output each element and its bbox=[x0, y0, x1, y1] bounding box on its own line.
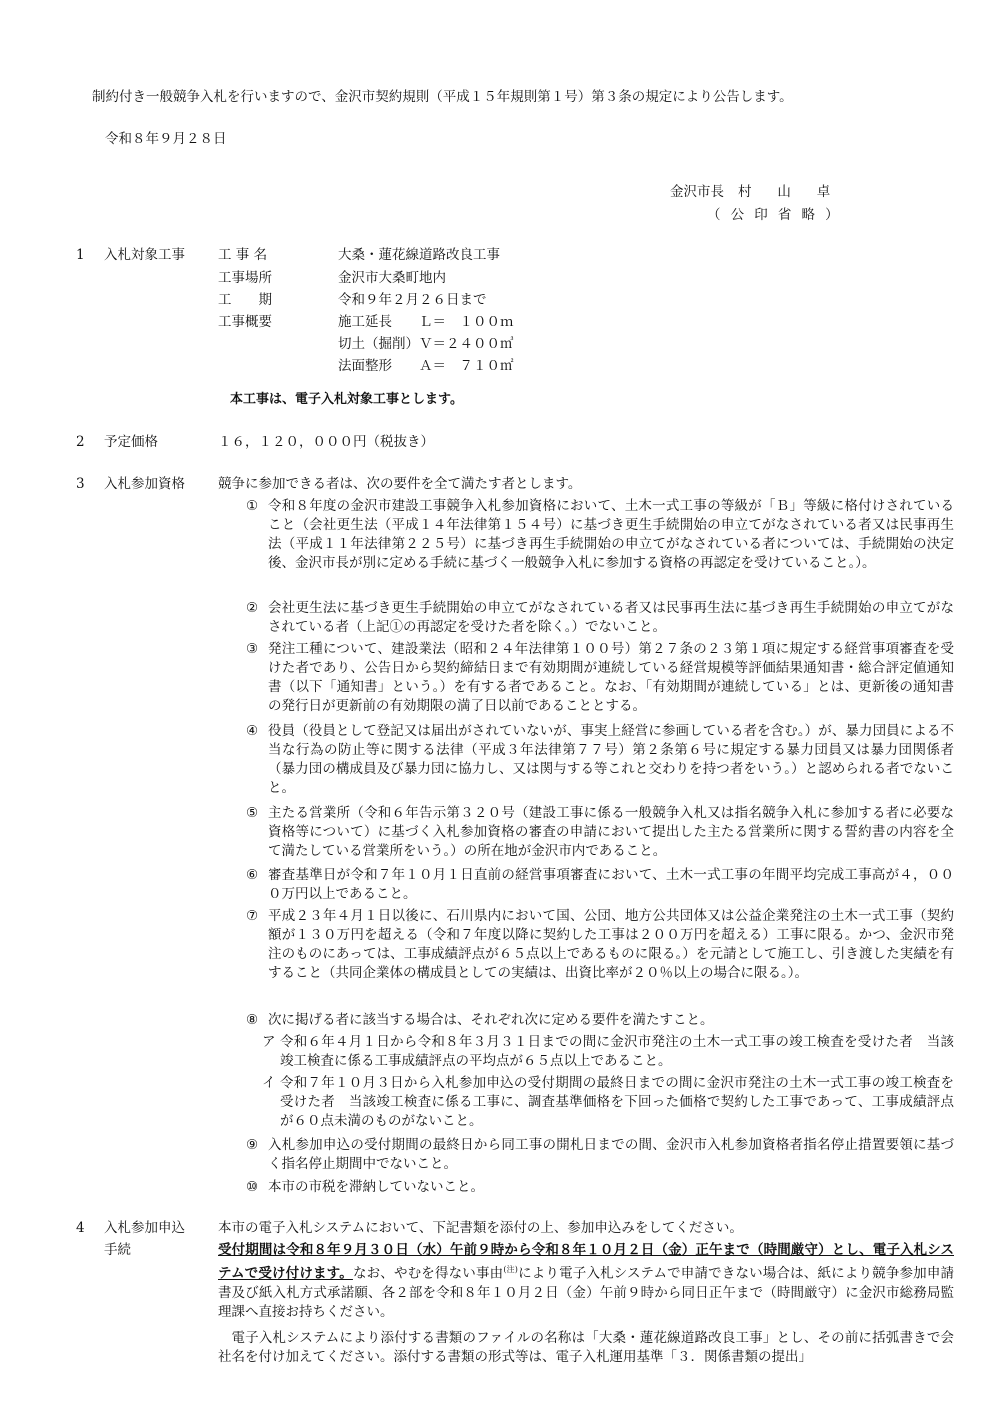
item-marker: ① bbox=[246, 498, 259, 514]
section2-number: 2 bbox=[76, 434, 85, 450]
file-naming-paragraph: 電子入札システムにより添付する書類のファイルの名称は「大桑・蓮花線道路改良工事」とし、その前に括弧書きで会社名を付け加えてください。添付する書類の形式等は、電子入札運用基準「３．関係書類の提出」 bbox=[218, 1330, 954, 1365]
qualification-item bbox=[246, 722, 954, 798]
item-marker: ④ bbox=[246, 723, 259, 739]
section1-number: 1 bbox=[76, 247, 85, 263]
field-label-name: 工 事 名 bbox=[218, 247, 268, 263]
field-value-name: 大桑・蓮花線道路改良工事 bbox=[338, 247, 500, 263]
summary-line-cut: 切土（掘削）Ｖ＝２４００㎥ bbox=[338, 336, 514, 352]
item-marker: ⑨ bbox=[246, 1137, 259, 1153]
section3-lead: 競争に参加できる者は、次の要件を全て満たす者とします。 bbox=[218, 476, 582, 492]
qualification-item bbox=[246, 640, 954, 716]
item-text: 平成２３年４月１日以後に、石川県内において国、公団、地方公共団体又は公益企業発注の土木一式工事（契約額が１３０万円を超える（令和７年度以降に契約した工事は２００万円を超える）工事に限る。かつ、金沢市発注のものにあっては、工事成績評点が６５点以上であるものに限る。）を元請として施工し、引き渡した実績を有すること（共同企業体の構成員としての実績は、出資比率が２０％以上の場合に限る。）。 bbox=[268, 908, 954, 981]
item-marker: ⑧ bbox=[246, 1012, 259, 1028]
application-period-paragraph bbox=[218, 1241, 954, 1322]
section4-label-cont: 手続 bbox=[104, 1242, 131, 1258]
signatory bbox=[670, 183, 841, 202]
qualification-item bbox=[246, 804, 954, 861]
qualification-item bbox=[246, 866, 954, 904]
item-text: 本市の市税を滞納していないこと。 bbox=[268, 1179, 484, 1195]
signatory-title: 金沢市長 bbox=[670, 184, 724, 200]
field-label-period: 工 期 bbox=[218, 292, 272, 308]
item-text: 審査基準日が令和７年１０月１日直前の経営事項審査において、土木一式工事の年間平均完成工事高が４，０００万円以上であること。 bbox=[268, 867, 954, 902]
section4-number: 4 bbox=[76, 1220, 85, 1236]
section3-label: 入札参加資格 bbox=[104, 476, 185, 492]
field-label-summary: 工事概要 bbox=[218, 314, 272, 330]
intro-text: 制約付き一般競争入札を行いますので、金沢市契約規則（平成１５年規則第１号）第３条の規定により公告します。 bbox=[92, 89, 793, 105]
qualification-item bbox=[246, 907, 954, 983]
subitem-text: 令和６年４月１日から令和８年３月３１日までの間に金沢市発注の土木一式工事の竣工検査を受けた者 当該竣工検査に係る工事成績評点の平均点が６５点以上であること。 bbox=[280, 1034, 954, 1069]
item-text: 主たる営業所（令和６年告示第３２０号（建設工事に係る一般競争入札又は指名競争入札に参加する者に必要な資格等について）に基づく入札参加資格の審査の申請において提出した主たる営業所に関する誓約書の内容を全て満たしている営業所をいう。）の所在地が金沢市内であること。 bbox=[268, 805, 954, 859]
item-text: 発注工種について、建設業法（昭和２４年法律第１００号）第２７条の２３第１項に規定する経営事項審査を受けた者であり、公告日から契約締結日まで有効期間が連続している経営規模等評価結果通知書・総合評定値通知書（以下「通知書」という。）を有する者であること。なお、「有効期間が連続している」とは、更新後の通知書の発行日が更新前の有効期限の満了日以前であることとする。 bbox=[268, 641, 954, 714]
field-value-period: 令和９年２月２６日まで bbox=[338, 292, 487, 308]
item-text: 令和８年度の金沢市建設工事競争入札参加資格において、土木一式工事の等級が「Ｂ」等級に格付けされていること（会社更生法（平成１４年法律第１５４号）に基づき更生手続開始の申立てがなされている者又は民事再生法（平成１１年法律第２２５号）に基づき再生手続開始の申立てがなされている者については、手続開始の決定後、金沢市長が別に定める手続に基づく一般競争入札に参加する資格の再認定を受けていること。）。 bbox=[268, 498, 954, 571]
section4-label: 入札参加申込 bbox=[104, 1220, 185, 1236]
item-text: 会社更生法に基づき更生手続開始の申立てがなされている者又は民事再生法に基づき再生手続開始の申立てがなされている者（上記①の再認定を受けた者を除く。）でないこと。 bbox=[268, 600, 954, 635]
signatory-name: 村 山 卓 bbox=[738, 184, 842, 200]
subitem-text: 令和７年１０月３日から入札参加申込の受付期間の最終日までの間に金沢市発注の土木一式工事の竣工検査を受けた者 当該竣工検査に係る工事に、調査基準価格を下回った価格で契約した工事であって、工事成績評点が６０点未満のものがないこと。 bbox=[280, 1075, 954, 1129]
section3-number: 3 bbox=[76, 476, 85, 492]
item-marker: ⑤ bbox=[246, 805, 259, 821]
item-marker: ② bbox=[246, 600, 259, 616]
item-marker: ③ bbox=[246, 641, 259, 657]
field-value-location: 金沢市大桑町地内 bbox=[338, 270, 446, 286]
item-marker: ⑦ bbox=[246, 908, 259, 924]
qualification-item bbox=[246, 1178, 954, 1197]
field-label-location: 工事場所 bbox=[218, 270, 272, 286]
qualification-subitem bbox=[262, 1074, 954, 1131]
item-marker: ⑩ bbox=[246, 1179, 259, 1195]
qualification-item bbox=[246, 1136, 954, 1174]
subitem-marker: イ bbox=[262, 1075, 276, 1091]
paper-exception-text-cont: により電子入札システムで申請できない場合は、紙により競争参加申請書及び紙入札方式承諾願、各２部を令和８年１０月２日（金）午前９時から同日正午まで（時間厳守）に金沢市総務局監理課へ直接お持ちください。 bbox=[218, 1265, 955, 1320]
qualification-item bbox=[246, 599, 954, 637]
qualification-subitem bbox=[262, 1033, 954, 1071]
item-marker: ⑥ bbox=[246, 867, 259, 883]
estimated-price: １６，１２０，０００円（税抜き） bbox=[218, 434, 434, 450]
application-period: 受付期間は令和８年９月３０日（水）午前９時から令和８年１０月２日（金）正午まで（時間厳守）とし、電子入札システムで受け付けます。 bbox=[218, 1242, 954, 1282]
item-text: 役員（役員として登記又は届出がされていないが、事実上経営に参画している者を含む。）が、暴力団員による不当な行為の防止等に関する法律（平成３年法律第７７号）第２条第６号に規定する暴力団員又は暴力団関係者（暴力団の構成員及び暴力団に協力し、又は関与する等これと交わりを持つ者をいう。）と認められる者でないこと。 bbox=[268, 723, 954, 796]
field-value-summary: 施工延長 Ｌ＝ １００ｍ bbox=[338, 314, 514, 330]
item-text: 入札参加申込の受付期間の最終日から同工事の開札日までの間、金沢市入札参加資格者指名停止措置要領に基づく指名停止期間中でないこと。 bbox=[268, 1137, 954, 1172]
electronic-bid-notice: 本工事は、電子入札対象工事とします。 bbox=[230, 392, 463, 407]
publication-date: 令和８年９月２８日 bbox=[105, 131, 227, 147]
subitem-marker: ア bbox=[262, 1034, 276, 1050]
seal-note: （公印省略） bbox=[707, 207, 849, 223]
section1-label: 入札対象工事 bbox=[104, 247, 185, 263]
summary-line-slope: 法面整形 Ａ＝ ７１０㎡ bbox=[338, 358, 514, 374]
item-text: 次に掲げる者に該当する場合は、それぞれ次に定める要件を満たすこと。 bbox=[268, 1012, 714, 1028]
section2-label: 予定価格 bbox=[104, 434, 158, 450]
section4-lead: 本市の電子入札システムにおいて、下記書類を添付の上、参加申込みをしてください。 bbox=[218, 1220, 743, 1236]
qualification-item bbox=[246, 497, 954, 573]
qualification-item bbox=[246, 1011, 954, 1030]
paper-exception-text: なお、やむを得ない事由 bbox=[352, 1265, 504, 1282]
note-mark: (注) bbox=[503, 1265, 518, 1274]
